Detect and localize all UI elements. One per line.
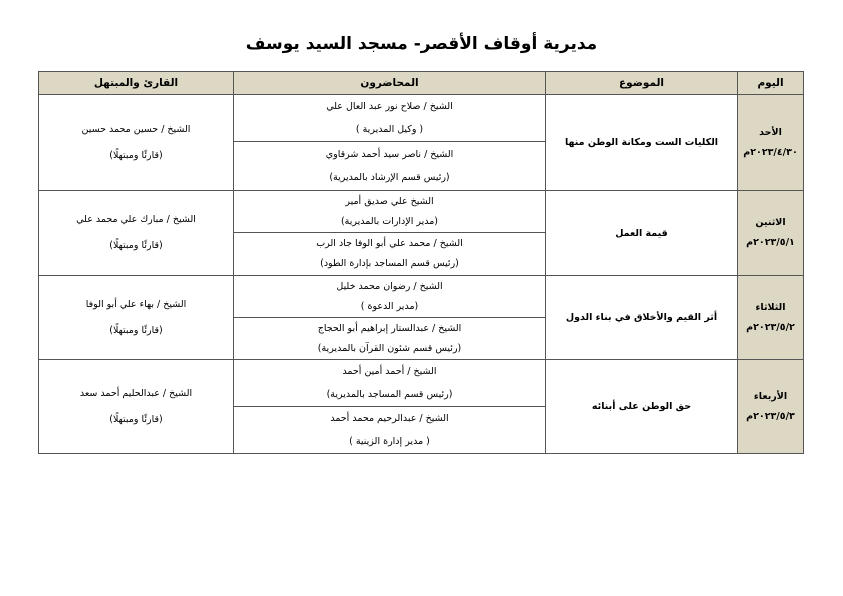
table-row	[39, 95, 804, 142]
reader-role: (قارئًا ومبتهلًا)	[109, 324, 163, 336]
lecturer-name: الشيخ / محمد علي أبو الوفا جاد الرب	[316, 238, 463, 249]
lecturer-cell	[234, 142, 546, 191]
day-date: ٢٠٢٣/٥/٢م	[746, 321, 795, 333]
reader-name: الشيخ / مبارك علي محمد علي	[76, 214, 196, 225]
lecturer-role: ( مدير إدارة الزينية )	[349, 436, 430, 447]
topic-cell: قيمة العمل	[546, 191, 738, 276]
lecturer-name: الشيخ / ناصر سيد أحمد شرقاوي	[325, 149, 454, 160]
lecturer-cell	[234, 191, 546, 233]
day-date: ٢٠٢٣/٤/٣٠م	[743, 146, 798, 158]
reader-name: الشيخ / حسين محمد حسين	[81, 123, 191, 135]
day-name: الاثنين	[755, 217, 786, 228]
lecturer-name: الشيخ / صلاح نور عبد العال علي	[326, 101, 453, 112]
day-name: الثلاثاء	[755, 301, 786, 313]
lecturer-name: الشيخ / عبدالستار إبراهيم أبو الحجاج	[317, 322, 462, 334]
day-date: ٢٠٢٣/٥/١م	[746, 237, 795, 248]
table-row	[39, 276, 804, 318]
reader-role: (قارئًا ومبتهلًا)	[109, 149, 163, 161]
lecturer-role: (مدير الدعوة )	[360, 300, 419, 312]
header-reader: القارئ والمبتهل	[39, 72, 234, 95]
lecturer-cell	[234, 276, 546, 318]
schedule-table	[38, 71, 804, 454]
lecturer-role: (رئيس قسم الإرشاد بالمديرية)	[329, 172, 450, 183]
reader-cell	[39, 276, 234, 360]
lecturer-role: (رئيس قسم المساجد بالمديرية)	[326, 389, 453, 400]
day-date: ٢٠٢٣/٥/٣م	[746, 410, 795, 422]
reader-name: الشيخ / عبدالحليم أحمد سعد	[79, 387, 193, 399]
day-cell	[738, 191, 804, 276]
lecturer-cell	[234, 360, 546, 407]
page-title: مديرية أوقاف الأقصر- مسجد السيد يوسف	[245, 34, 598, 54]
reader-cell	[39, 95, 234, 191]
reader-cell	[39, 360, 234, 454]
day-cell	[738, 95, 804, 191]
header-topic: الموضوع	[546, 72, 738, 95]
lecturer-role: ( وكيل المديرية )	[355, 124, 424, 135]
day-cell	[738, 276, 804, 360]
topic-cell: الكليات الست ومكانة الوطن منها	[546, 95, 738, 191]
reader-role: (قارئًا ومبتهلًا)	[109, 240, 163, 251]
reader-name: الشيخ / بهاء علي أبو الوفا	[85, 298, 187, 310]
lecturer-name: الشيخ / رضوان محمد خليل	[336, 280, 443, 292]
day-name: الأربعاء	[753, 390, 788, 402]
lecturer-cell	[234, 233, 546, 276]
lecturer-name: الشيخ / أحمد أمين أحمد	[342, 366, 437, 377]
lecturer-cell	[234, 407, 546, 454]
table-header-row	[39, 72, 804, 95]
lecturer-role: (رئيس قسم شئون القرآن بالمديرية)	[317, 342, 462, 354]
lecturer-role: (مدير الإدارات بالمديرية)	[340, 215, 439, 227]
header-lecturers: المحاضرون	[234, 72, 546, 95]
lecturer-role: (رئيس قسم المساجد بإدارة الطود)	[320, 258, 459, 269]
lecturer-name: الشيخ / عبدالرحيم محمد أحمد	[330, 413, 449, 424]
table-row	[39, 360, 804, 407]
reader-role: (قارئًا ومبتهلًا)	[109, 413, 163, 425]
lecturer-cell	[234, 318, 546, 360]
table-row	[39, 191, 804, 233]
lecturer-name: الشيخ علي صديق أمير	[345, 195, 434, 207]
reader-cell	[39, 191, 234, 276]
topic-cell: أثر القيم والأخلاق في بناء الدول	[546, 276, 738, 360]
day-name: الأحد	[759, 126, 782, 138]
day-cell	[738, 360, 804, 454]
lecturer-cell	[234, 95, 546, 142]
topic-cell: حق الوطن على أبنائه	[546, 360, 738, 454]
header-day: اليوم	[738, 72, 804, 95]
